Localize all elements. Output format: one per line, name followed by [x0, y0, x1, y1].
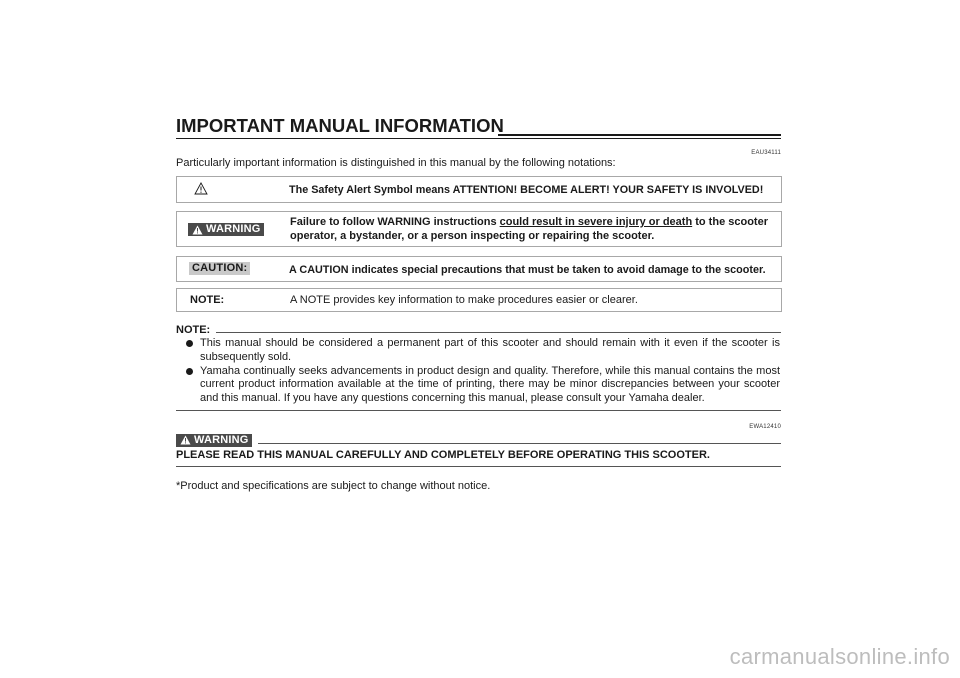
- warning-box: [176, 211, 782, 247]
- caution-badge: [189, 262, 250, 275]
- note-bullet-list: [176, 337, 780, 406]
- note-box: [176, 288, 782, 312]
- alert-triangle-icon: [194, 181, 208, 195]
- safety-alert-box: [176, 176, 782, 203]
- watermark: carmanualsonline.info: [729, 644, 950, 669]
- warning-rule: [258, 443, 781, 444]
- warning-badge: [188, 223, 264, 236]
- list-item: [176, 337, 780, 364]
- alert-triangle-icon: [180, 435, 191, 445]
- caution-badge-label: CAUTION:: [189, 262, 250, 275]
- bullet-text: Yamaha continually seeks advancements in product design and quality. Therefore, while this manual contains the most current product information available at the time of printing, there may be minor discrepancies between your scooter and this manual. If you have any questions concerning this manual, please consult your Yamaha dealer.: [200, 364, 780, 404]
- footer-note: *Product and specifications are subject to change without notice.: [176, 480, 491, 492]
- warning-end-rule: [176, 466, 781, 467]
- section-end-rule: [176, 410, 781, 411]
- warning-section-badge-label: WARNING: [194, 433, 249, 446]
- note-text: A NOTE provides key information to make procedures easier or clearer.: [290, 294, 638, 306]
- bullet-text: This manual should be considered a permanent part of this scooter and should remain with it even if the scooter is subsequently sold.: [200, 337, 780, 363]
- note-rule: [216, 332, 781, 333]
- note-label-wrap: [190, 294, 224, 306]
- page-title: IMPORTANT MANUAL INFORMATION: [176, 115, 504, 136]
- safety-alert-text: The Safety Alert Symbol means ATTENTION! BECOME ALERT! YOUR SAFETY IS INVOLVED!: [289, 184, 764, 196]
- document-code: EAU34111: [751, 150, 781, 156]
- warning-section-badge: [176, 432, 252, 450]
- intro-text: Particularly important information is distinguished in this manual by the following notations:: [176, 157, 616, 169]
- bullet-dot-icon: [186, 340, 193, 347]
- note-heading: NOTE:: [176, 324, 211, 336]
- title-underline: [498, 134, 781, 136]
- list-item: [176, 365, 780, 406]
- note-label: NOTE:: [190, 294, 225, 306]
- warning-text-emphasis: could result in severe injury or death: [499, 216, 693, 228]
- warning-text-pre: Failure to follow WARNING instructions: [290, 216, 500, 228]
- alert-triangle-icon: [192, 225, 203, 235]
- warning-code: EWA12410: [749, 424, 781, 430]
- warning-text-post: to the scooter operator, a bystander, or a person inspecting or repairing the scooter.: [290, 216, 768, 242]
- bullet-dot-icon: [186, 368, 193, 375]
- title-rule: [176, 138, 781, 139]
- warning-text: [290, 215, 777, 243]
- warning-badge-label: WARNING: [206, 223, 261, 235]
- warning-section-text: PLEASE READ THIS MANUAL CAREFULLY AND COMPLETELY BEFORE OPERATING THIS SCOOTER.: [176, 449, 710, 461]
- caution-box: [176, 256, 782, 282]
- caution-text: A CAUTION indicates special precautions that must be taken to avoid damage to the scooter.: [289, 264, 766, 276]
